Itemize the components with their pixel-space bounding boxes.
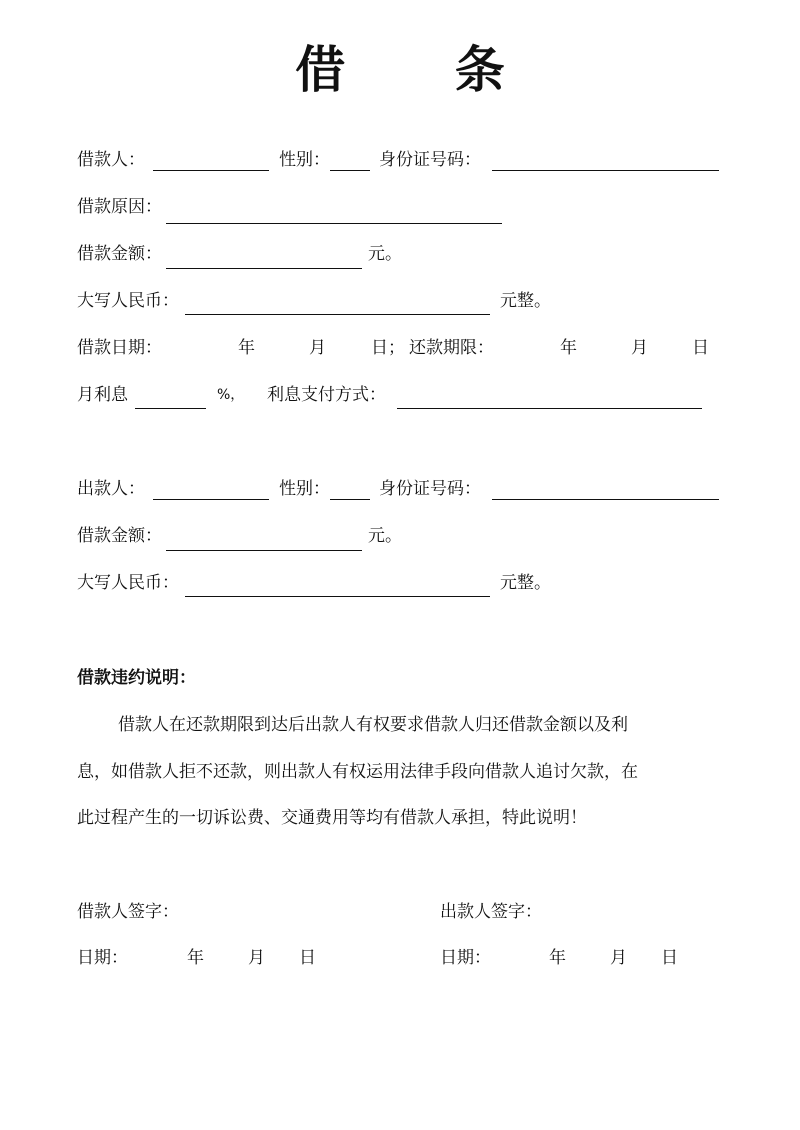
amount-unit: 元。 bbox=[368, 244, 402, 264]
lender-gender-label: 性别： bbox=[279, 479, 330, 499]
document-title: 借 条 bbox=[295, 41, 551, 99]
borrow-day-label: 日； bbox=[371, 338, 405, 358]
lender-signature-label: 出款人签字： bbox=[440, 902, 542, 922]
amount-row bbox=[77, 242, 727, 272]
borrow-month-label: 月 bbox=[309, 338, 326, 358]
breach-line-1: 借款人在还款期限到达后出款人有权要求借款人归还借款金额以及利 bbox=[118, 715, 628, 735]
capital-field[interactable] bbox=[185, 314, 490, 315]
lender-name-field[interactable] bbox=[153, 499, 269, 500]
interest-row bbox=[77, 383, 727, 413]
dates-row bbox=[77, 336, 727, 366]
lender-id-label: 身份证号码： bbox=[379, 479, 481, 499]
borrower-sign-day: 日 bbox=[299, 948, 316, 968]
repay-deadline-label: 还款期限： bbox=[409, 338, 494, 358]
reason-label: 借款原因： bbox=[77, 197, 162, 217]
lender-capital-row bbox=[77, 571, 727, 601]
breach-line-3: 此过程产生的一切诉讼费、交通费用等均有借款人承担，特此说明！ bbox=[77, 808, 587, 828]
capital-label: 大写人民币： bbox=[77, 291, 179, 311]
lender-capital-field[interactable] bbox=[185, 596, 490, 597]
capital-unit: 元整。 bbox=[500, 291, 551, 311]
borrower-id-label: 身份证号码： bbox=[379, 150, 481, 170]
interest-label: 月利息 bbox=[77, 385, 128, 405]
borrower-id-field[interactable] bbox=[492, 170, 719, 171]
borrower-row bbox=[77, 148, 727, 178]
capital-row bbox=[77, 289, 727, 319]
lender-sign-year: 年 bbox=[549, 948, 566, 968]
breach-heading: 借款违约说明： bbox=[77, 668, 196, 688]
lender-capital-unit: 元整。 bbox=[500, 573, 551, 593]
lender-id-field[interactable] bbox=[492, 499, 719, 500]
borrower-sign-date-label: 日期： bbox=[77, 948, 128, 968]
borrower-name-field[interactable] bbox=[153, 170, 269, 171]
borrow-year-label: 年 bbox=[238, 338, 255, 358]
interest-rate-field[interactable] bbox=[135, 408, 206, 409]
repay-day-label: 日 bbox=[692, 338, 709, 358]
borrower-sign-month: 月 bbox=[248, 948, 265, 968]
lender-amount-field[interactable] bbox=[166, 550, 362, 551]
repay-year-label: 年 bbox=[560, 338, 577, 358]
lender-sign-month: 月 bbox=[610, 948, 627, 968]
signature-date-row bbox=[77, 946, 727, 976]
lender-sign-day: 日 bbox=[661, 948, 678, 968]
breach-line-2: 息，如借款人拒不还款，则出款人有权运用法律手段向借款人追讨欠款，在 bbox=[77, 762, 638, 782]
borrower-signature-label: 借款人签字： bbox=[77, 902, 179, 922]
borrow-date-label: 借款日期： bbox=[77, 338, 162, 358]
lender-capital-label: 大写人民币： bbox=[77, 573, 179, 593]
lender-row bbox=[77, 477, 727, 507]
repay-month-label: 月 bbox=[631, 338, 648, 358]
lender-gender-field[interactable] bbox=[330, 499, 370, 500]
amount-label: 借款金额： bbox=[77, 244, 162, 264]
reason-row bbox=[77, 195, 727, 225]
borrower-sign-year: 年 bbox=[187, 948, 204, 968]
interest-percent: %， bbox=[217, 387, 245, 403]
lender-name-label: 出款人： bbox=[77, 479, 145, 499]
lender-amount-row bbox=[77, 524, 727, 554]
interest-method-label: 利息支付方式： bbox=[267, 385, 386, 405]
reason-field[interactable] bbox=[166, 223, 502, 224]
borrower-name-label: 借款人： bbox=[77, 150, 145, 170]
borrower-gender-label: 性别： bbox=[279, 150, 330, 170]
lender-sign-date-label: 日期： bbox=[440, 948, 491, 968]
borrower-gender-field[interactable] bbox=[330, 170, 370, 171]
interest-method-field[interactable] bbox=[397, 408, 702, 409]
lender-amount-unit: 元。 bbox=[368, 526, 402, 546]
lender-amount-label: 借款金额： bbox=[77, 526, 162, 546]
amount-field[interactable] bbox=[166, 268, 362, 269]
signature-row bbox=[77, 900, 727, 930]
